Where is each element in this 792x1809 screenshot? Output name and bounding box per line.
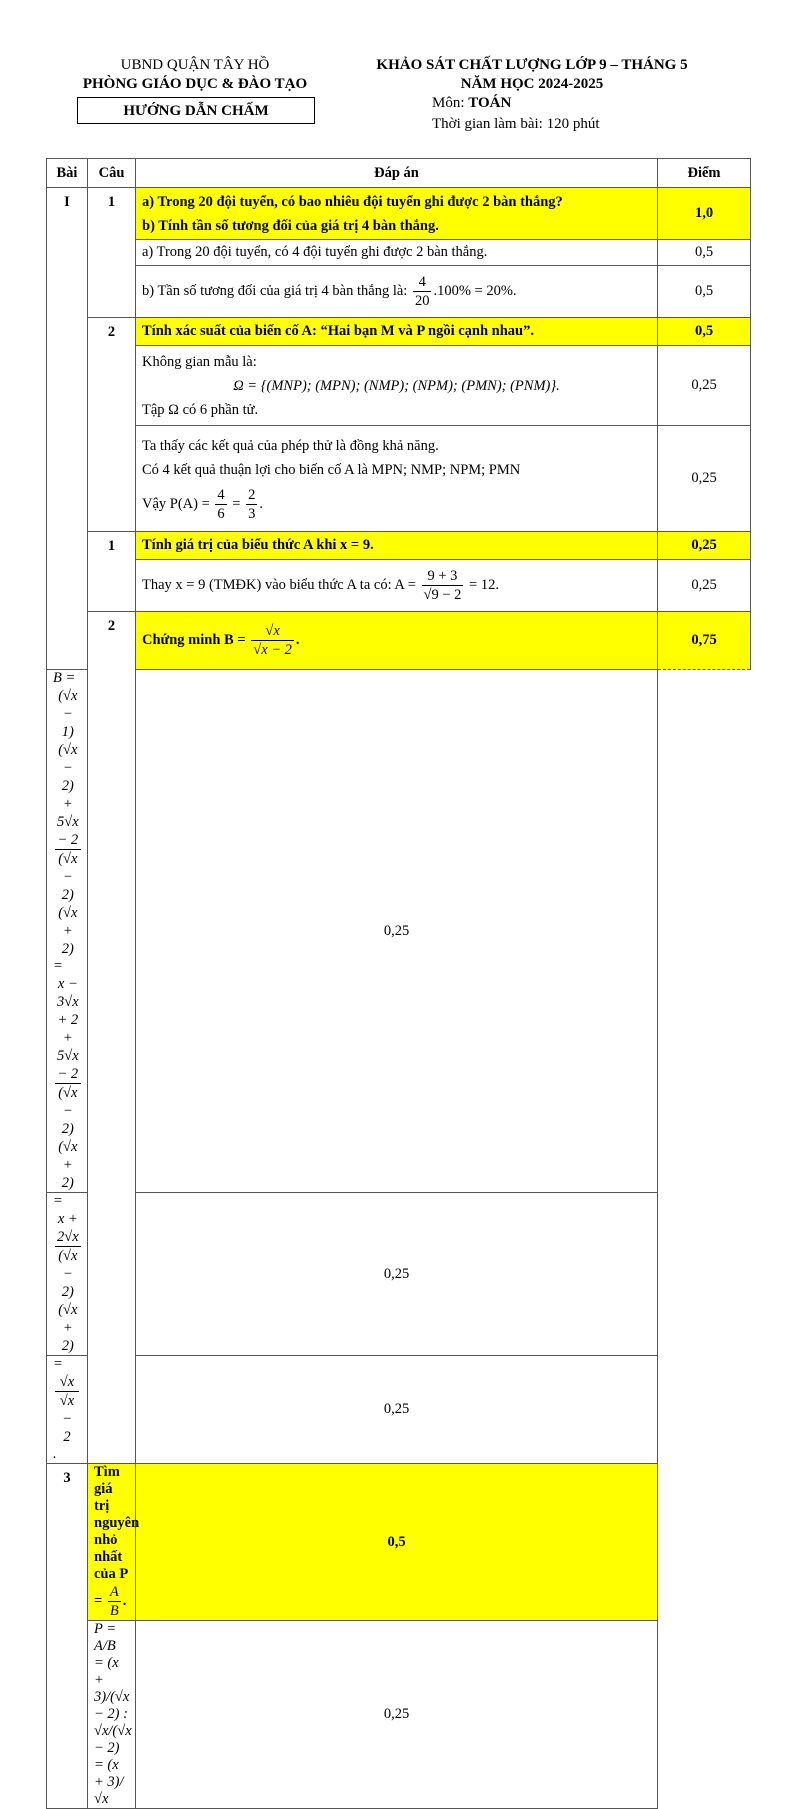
points: 0,25 xyxy=(136,670,658,1193)
fraction xyxy=(215,486,226,523)
denominator: √x − 2 xyxy=(253,642,292,658)
answer-text: a) Trong 20 đội tuyển, có 4 đội tuyển ghi được 2 bàn thắng. xyxy=(136,240,658,266)
cau-cell: 2 xyxy=(88,612,136,1464)
answer-text: B = $\frac{(√x - 1)(√x - 2) + 5√x - 2}{(√x - 2)(√x + 2)}$ = $\frac{x - 3√x + 2 + 5√x - 2}{(√x - 2)(√x + 2)}$ xyxy=(47,670,88,1193)
answer-text: P = A/B = (x + 3)/(√x − 2) : √x/(√x − 2) = (x + 3)/√x xyxy=(88,1621,136,1809)
numerator: x + 2√x xyxy=(57,1211,79,1245)
question-prefix: Chứng minh B = xyxy=(142,631,250,648)
equal-outcomes: Ta thấy các kết quả của phép thử là đồng khả năng. xyxy=(142,438,439,454)
question-text: Chứng minh B = $\frac{√x}{√x - 2}$ . xyxy=(136,612,658,670)
fraction xyxy=(55,1210,81,1355)
cau-cell: 1 xyxy=(88,532,136,612)
points: 0,5 xyxy=(658,318,751,346)
denominator: B xyxy=(109,1603,119,1619)
question-text: Tính xác suất của biến cố A: “Hai bạn M và P ngồi cạnh nhau”. xyxy=(136,318,658,346)
subject-label: Môn: xyxy=(432,95,469,111)
question-text xyxy=(136,188,658,240)
table-row xyxy=(47,1356,751,1464)
table-row xyxy=(47,426,751,532)
table-row xyxy=(47,188,751,240)
sample-space-count: Tập Ω có 6 phần tử. xyxy=(142,401,259,418)
answer-prefix: Thay x = 9 (TMĐK) vào biểu thức A ta có: A = xyxy=(142,576,420,593)
subject-line xyxy=(432,94,511,113)
points: 1,0 xyxy=(658,188,751,240)
numerator: 4 xyxy=(217,487,225,503)
numerator: A xyxy=(109,1584,119,1600)
header-dap-an: Đáp án xyxy=(136,159,658,188)
denominator: √9 − 2 xyxy=(423,587,462,603)
points: 0,75 xyxy=(658,612,751,670)
fraction xyxy=(422,567,464,604)
points: 0,25 xyxy=(658,532,751,560)
bai-cell: I xyxy=(47,188,88,670)
answer-text xyxy=(136,426,658,532)
school-year: NĂM HỌC 2024-2025 xyxy=(460,76,604,92)
probability-prefix: Vậy P(A) = xyxy=(142,495,214,512)
answer-text: = $\frac{√x}{√x - 2}$ . xyxy=(47,1356,88,1464)
answer-prefix: b) Tần số tương đối của giá trị 4 bàn thắng là: xyxy=(142,282,411,299)
numerator: 4 xyxy=(413,273,432,292)
cau-cell: 1 xyxy=(88,188,136,318)
table-row xyxy=(47,612,751,670)
fraction xyxy=(246,486,257,523)
question-text: Tìm giá trị nguyên nhỏ nhất của P = $\frac{A}{B}$ . xyxy=(88,1464,136,1621)
header-bai: Bài xyxy=(47,159,88,188)
points: 0,25 xyxy=(658,560,751,612)
fraction xyxy=(55,687,81,958)
fraction xyxy=(55,1373,79,1446)
denominator: (√x − 2)(√x + 2) xyxy=(58,1085,78,1191)
points: 0,25 xyxy=(136,1621,658,1809)
table-row xyxy=(47,670,751,1193)
org-line2: PHÒNG GIÁO DỤC & ĐÀO TẠO xyxy=(82,76,308,92)
table-row xyxy=(47,318,751,346)
denominator: √x − 2 xyxy=(59,1393,75,1445)
cau-cell: 2 xyxy=(88,318,136,532)
sample-space-set: Ω = {(MNP); (MPN); (NMP); (NPM); (PMN); (PNM)}. xyxy=(233,377,560,394)
numerator: √x xyxy=(251,622,294,641)
header-diem: Điểm xyxy=(658,159,751,188)
table-row xyxy=(47,560,751,612)
time-line: Thời gian làm bài: 120 phút xyxy=(432,116,600,132)
table-row xyxy=(47,1621,751,1809)
points: 0,25 xyxy=(658,346,751,426)
org-line1: UBND QUẬN TÂY HỒ xyxy=(120,57,270,73)
header-org xyxy=(64,56,326,94)
table-row xyxy=(47,1464,751,1621)
question-a: a) Trong 20 đội tuyển, có bao nhiêu đội tuyển ghi được 2 bàn thắng? xyxy=(142,193,563,210)
points: 0,25 xyxy=(136,1193,658,1356)
points: 0,5 xyxy=(658,266,751,318)
cau-cell: 3 xyxy=(47,1464,88,1809)
points: 0,5 xyxy=(658,240,751,266)
subject-name: TOÁN xyxy=(468,95,512,111)
points: 0,25 xyxy=(136,1356,658,1464)
answer-table xyxy=(46,158,751,1809)
denominator: (√x − 2)(√x + 2) xyxy=(58,851,78,957)
table-row xyxy=(47,346,751,426)
fraction xyxy=(108,1583,121,1620)
table-row xyxy=(47,240,751,266)
fraction xyxy=(413,273,432,310)
answer-suffix: = 12. xyxy=(465,576,499,593)
sample-space-label: Không gian mẫu là: xyxy=(142,353,257,370)
question-prefix: Tìm giá trị nguyên nhỏ nhất của P = xyxy=(94,1464,140,1609)
answer-suffix: .100% = 20%. xyxy=(433,282,517,299)
denominator: (√x − 2)(√x + 2) xyxy=(58,1248,78,1354)
numerator: √x xyxy=(55,1373,79,1392)
numerator: 9 + 3 xyxy=(422,567,464,586)
fraction xyxy=(251,622,294,659)
answer-text xyxy=(136,266,658,318)
numerator: 2 xyxy=(248,487,256,503)
question-text: Tính giá trị của biểu thức A khi x = 9. xyxy=(136,532,658,560)
exam-header xyxy=(352,56,712,94)
points: 0,25 xyxy=(658,426,751,532)
table-row xyxy=(47,532,751,560)
favorable-outcomes: Có 4 kết quả thuận lợi cho biến cố A là MPN; NMP; NPM; PMN xyxy=(142,462,521,478)
exam-title: KHẢO SÁT CHẤT LƯỢNG LỚP 9 – THÁNG 5 xyxy=(376,57,688,73)
question-b: b) Tính tần số tương đối của giá trị 4 bàn thắng. xyxy=(142,217,439,234)
probability-result: Vậy P(A) = $\frac{4}{6}$ = $\frac{2}{3}$ . xyxy=(142,487,263,522)
numerator: (√x − 1)(√x − 2) + 5√x − 2 xyxy=(57,688,79,848)
denominator: 6 xyxy=(217,506,225,522)
points: 0,5 xyxy=(136,1464,658,1621)
table-row xyxy=(47,266,751,318)
answer-text xyxy=(136,560,658,612)
guide-label-box: HƯỚNG DẪN CHẤM xyxy=(77,97,315,124)
header-cau: Câu xyxy=(88,159,136,188)
denominator: 3 xyxy=(248,506,256,522)
denominator: 20 xyxy=(414,293,430,309)
fraction xyxy=(55,975,81,1192)
table-row xyxy=(47,1193,751,1356)
numerator: x − 3√x + 2 + 5√x − 2 xyxy=(57,976,79,1082)
answer-text: = $\frac{x + 2√x}{(√x - 2)(√x + 2)}$ xyxy=(47,1193,88,1356)
answer-text xyxy=(136,346,658,426)
